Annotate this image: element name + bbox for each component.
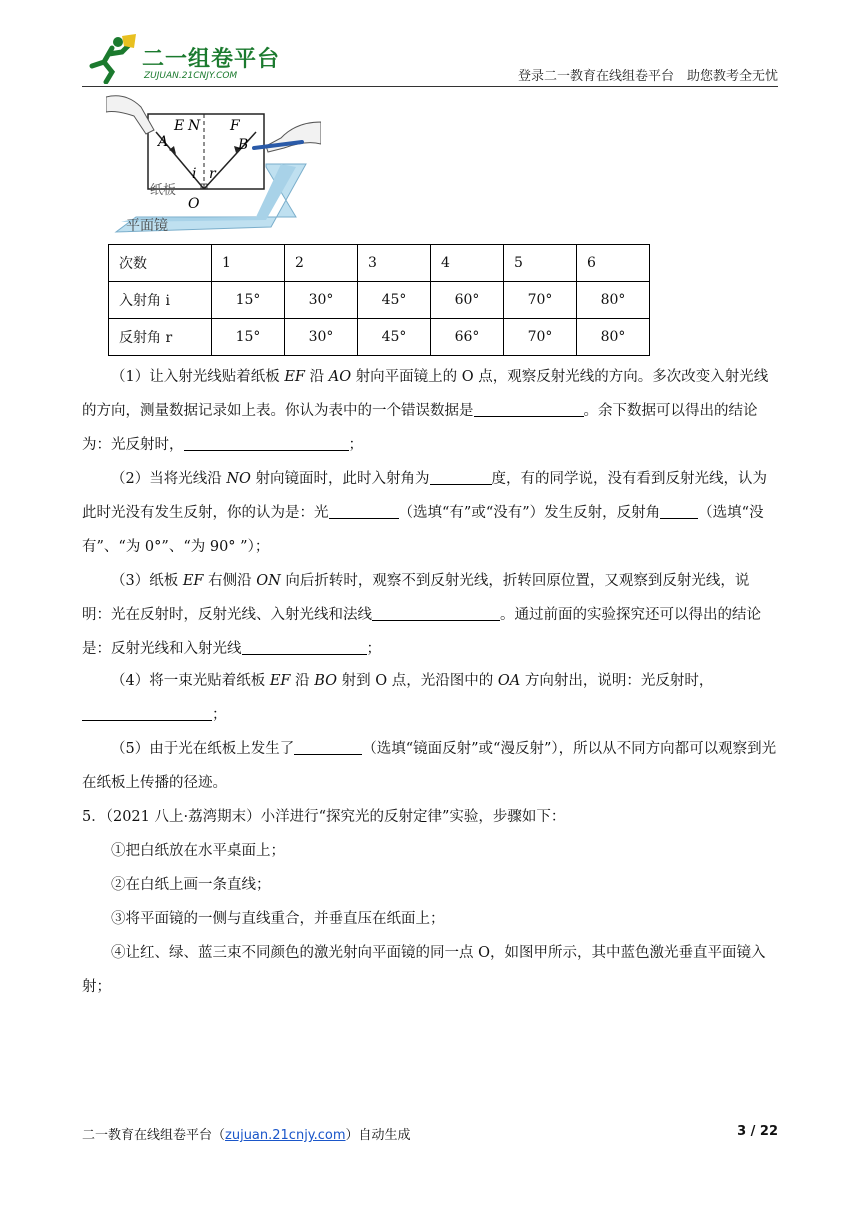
logo-title: 二一组卷平台: [142, 47, 281, 72]
math-ao: AO: [328, 369, 352, 385]
table-cell: 1: [212, 245, 285, 282]
question-5: （5）由于光在纸板上发生了 （选填“镜面反射”或“漫反射”），所以从不同方向都可以观察到光在纸板上传播的径迹。: [82, 732, 778, 800]
table-cell: 30°: [285, 319, 358, 356]
table-cell: 5: [504, 245, 577, 282]
table-row: [109, 319, 650, 356]
table-cell: 6: [577, 245, 650, 282]
table-cell: 80°: [577, 282, 650, 319]
label-a: A: [158, 134, 169, 150]
math-oa: OA: [497, 673, 521, 689]
table-cell: 80°: [577, 319, 650, 356]
row-header: 入射角 i: [109, 282, 212, 319]
answer-blank[interactable]: [329, 500, 399, 519]
right-hand-icon: [266, 122, 321, 152]
angle-data-table: [108, 244, 650, 356]
question-3: （3）纸板 EF 右侧沿 ON 向后折转时，观察不到反射光线，折转回原位置，又观察到反射光线，说明：光在反射时，反射光线、入射光线和法线 。通过前面的实验探究还可以得出的结论是：反射光线和入射光线 ；: [82, 573, 761, 657]
table-cell: 70°: [504, 319, 577, 356]
header-divider: [82, 86, 778, 87]
logo-subtitle: ZUJUAN.21CNJY.COM: [144, 71, 238, 81]
question-1: （1）让入射光线贴着纸板 EF 沿 AO 射向平面镜上的 O 点，观察反射光线的方向。多次改变入射光线的方向，测量数据记录如上表。你认为表中的一个错误数据是 。余下数据可以得出的结论为：光反射时， ；: [82, 369, 769, 453]
table-cell: 4: [431, 245, 504, 282]
table-cell: 66°: [431, 319, 504, 356]
label-r: r: [209, 166, 216, 182]
step-item: ④让红、绿、蓝三束不同颜色的激光射向平面镜的同一点 O，如图甲所示，其中蓝色激光垂直平面镜入射；: [82, 945, 766, 995]
answer-blank[interactable]: [242, 636, 367, 655]
answer-blank[interactable]: [184, 432, 349, 451]
table-cell: 30°: [285, 282, 358, 319]
answer-blank[interactable]: [474, 398, 584, 417]
table-cell: 3: [358, 245, 431, 282]
reflection-diagram-icon: [106, 92, 321, 240]
answer-blank[interactable]: [82, 702, 212, 721]
label-b: B: [238, 137, 249, 153]
math-on: ON: [256, 573, 281, 589]
label-e: E: [174, 118, 185, 134]
footer-link[interactable]: zujuan.21cnjy.com: [225, 1128, 346, 1143]
step-item: ②在白纸上画一条直线；: [111, 877, 271, 893]
row-header: 次数: [109, 245, 212, 282]
math-ef: EF: [182, 573, 204, 589]
experiment-figure: [106, 92, 321, 240]
answer-blank[interactable]: [372, 602, 500, 621]
math-ef: EF: [284, 369, 305, 385]
problem-5-intro: 5．（2021 八上·荔湾期末）小洋进行“探究光的反射定律”实验，步骤如下：: [82, 809, 566, 825]
answer-blank[interactable]: [294, 736, 362, 755]
left-hand-icon: [106, 96, 154, 134]
step-item: ①把白纸放在水平桌面上；: [111, 843, 285, 859]
question-2: （2）当将光线沿 NO 射向镜面时，此时入射角为 度，有的同学说，没有看到反射光线，认为此时光没有发生反射，你的认为是：光 （选填“有”或“没有”）发生反射，反射角 （选填“没有”、“为 0°”、“为 90° ”）；: [82, 462, 778, 564]
table-cell: 15°: [212, 282, 285, 319]
answer-blank[interactable]: [430, 466, 492, 485]
table-row: [109, 282, 650, 319]
label-i: i: [192, 166, 197, 182]
math-ef: EF: [269, 673, 291, 689]
table-cell: 45°: [358, 282, 431, 319]
footer-source: 二一教育在线组卷平台（zujuan.21cnjy.com）自动生成: [82, 1128, 411, 1143]
label-f: F: [230, 118, 240, 134]
answer-blank[interactable]: [660, 500, 698, 519]
page-header: [82, 30, 778, 90]
label-board: 纸板: [150, 183, 177, 198]
math-no: NO: [226, 471, 251, 487]
header-slogan: 登录二一教育在线组卷平台 助您教考全无忧: [517, 69, 778, 84]
table-cell: 60°: [431, 282, 504, 319]
row-header: 反射角 r: [109, 319, 212, 356]
table-cell: 2: [285, 245, 358, 282]
table-cell: 70°: [504, 282, 577, 319]
question-4: （4）将一束光贴着纸板 EF 沿 BO 射到 O 点，光沿图中的 OA 方向射出，说明：光反射时，；: [82, 664, 778, 732]
label-mirror: 平面镜: [126, 218, 168, 234]
table-cell: 15°: [212, 319, 285, 356]
step-item: ③将平面镜的一侧与直线重合，并垂直压在纸面上；: [111, 911, 445, 927]
label-o: O: [188, 196, 200, 212]
page-number: 3 / 22: [737, 1124, 778, 1139]
math-bo: BO: [314, 673, 338, 689]
runner-logo-icon: [82, 32, 142, 84]
label-n: N: [188, 118, 201, 134]
table-cell: 45°: [358, 319, 431, 356]
logo: [82, 32, 282, 84]
table-row: [109, 245, 650, 282]
